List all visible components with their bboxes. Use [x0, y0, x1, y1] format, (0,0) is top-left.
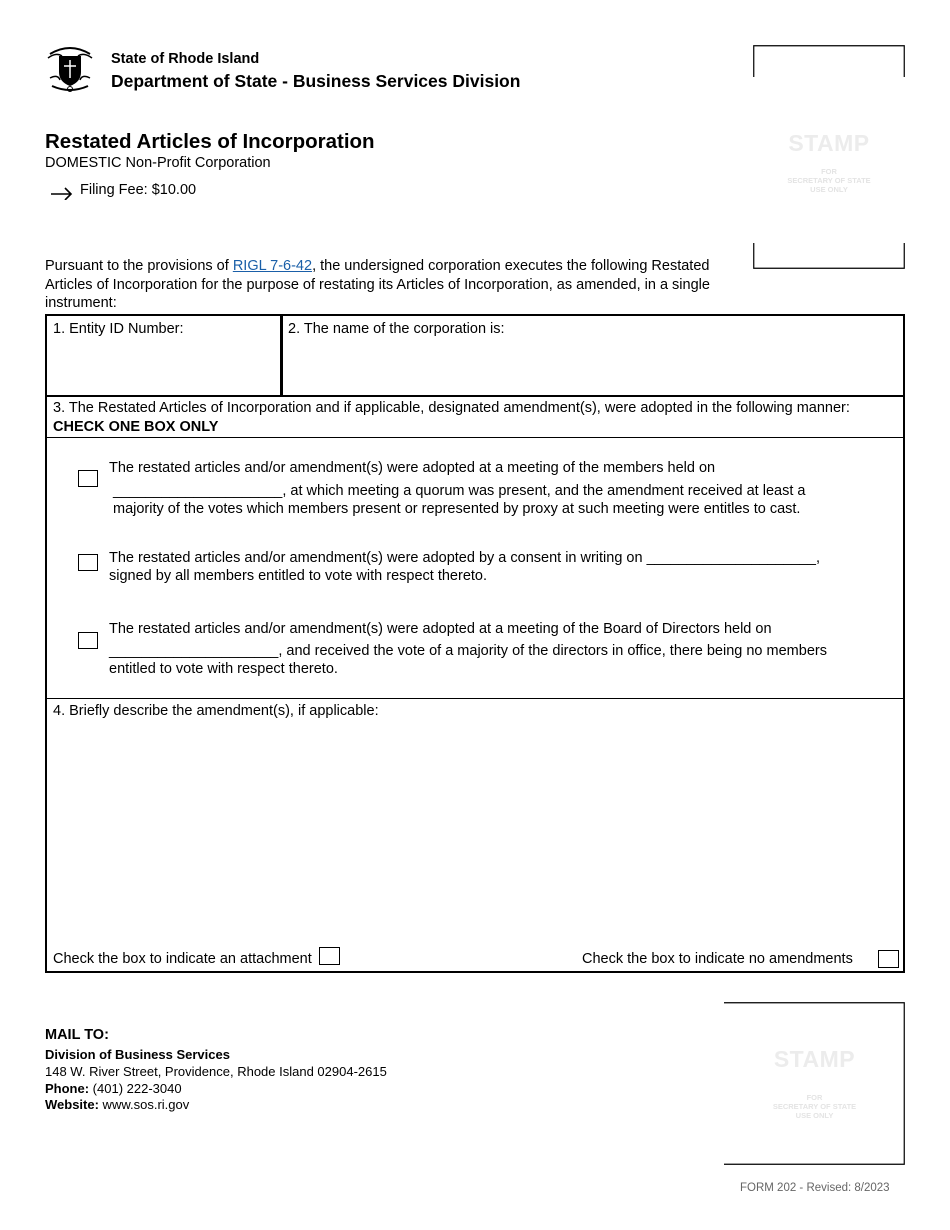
option-1-line-1: The restated articles and/or amendment(s) were adopted at a meeting of the members held on [109, 460, 716, 476]
divider [47, 437, 903, 438]
option-3-line-2: _____________________, and received the vote of a majority of the directors in office, there being no members [109, 643, 827, 659]
phone-label: Phone: [45, 1080, 90, 1096]
corporation-name-field[interactable] [288, 340, 896, 392]
rigl-link[interactable]: RIGL 7-6-42 [232, 258, 313, 274]
form-table [45, 314, 905, 973]
describe-amendments-label: 4. Briefly describe the amendment(s), if applicable: [53, 703, 379, 719]
state-name: State of Rhode Island [111, 51, 260, 67]
describe-amendments-field[interactable] [53, 724, 893, 944]
intro-text-before: Pursuant to the provisions of [45, 258, 233, 274]
option-written-consent-checkbox[interactable] [78, 554, 98, 571]
entity-id-label: 1. Entity ID Number: [53, 321, 184, 337]
option-3-line-1: The restated articles and/or amendment(s) were adopted at a meeting of the Board of Directors held on [109, 621, 772, 637]
page-subtitle: DOMESTIC Non-Profit Corporation [45, 155, 271, 171]
stamp-for: FOR [806, 1093, 823, 1102]
division-name: Division of Business Services [45, 1047, 230, 1062]
no-amendments-label: Check the box to indicate no amendments [582, 951, 853, 967]
mailing-address [45, 1047, 387, 1114]
department-name: Department of State - Business Services Division [111, 71, 521, 91]
no-amendments-checkbox[interactable] [878, 950, 899, 968]
stamp-office: SECRETARY OF STATE [787, 176, 871, 185]
stamp-office: SECRETARY OF STATE [772, 1102, 857, 1111]
attachment-label: Check the box to indicate an attachment [53, 951, 312, 967]
intro-paragraph [45, 257, 725, 313]
option-2-line-1: The restated articles and/or amendment(s) were adopted by a consent in writing on _____________________, [109, 550, 820, 566]
arrow-right-icon [49, 184, 75, 200]
option-1-line-2: _____________________, at which meeting a quorum was present, and the amendment received at least a [113, 483, 806, 499]
stamp-use: USE ONLY [810, 185, 848, 194]
corporation-name-label: 2. The name of the corporation is: [288, 321, 505, 337]
state-seal-icon [44, 44, 96, 92]
stamp-label: STAMP [788, 130, 870, 156]
manner-label [53, 399, 893, 437]
entity-id-field[interactable] [53, 340, 275, 392]
manner-label-text: 3. The Restated Articles of Incorporation and if applicable, designated amendment(s), were adopted in the following manner: [53, 400, 850, 416]
mail-to-heading: MAIL TO: [45, 1027, 109, 1043]
stamp-box-bottom [724, 1002, 905, 1165]
page-title: Restated Articles of Incorporation [45, 130, 375, 153]
option-2-line-2: signed by all members entitled to vote with respect thereto. [109, 568, 487, 584]
street-address: 148 W. River Street, Providence, Rhode Island 02904-2615 [45, 1063, 387, 1079]
website-line [45, 1097, 387, 1114]
phone-line [45, 1081, 387, 1098]
divider [280, 316, 283, 396]
stamp-for: FOR [821, 167, 837, 176]
intro-text-after: , the undersigned corporation executes the following Restated Articles of Incorporation for the purpose of restating its Articles of Incorporation, as amended, in a single instrument: [45, 258, 710, 311]
website-url: www.sos.ri.gov [98, 1097, 190, 1113]
website-label: Website: [45, 1097, 99, 1113]
phone-number: (401) 222-3040 [89, 1080, 182, 1096]
option-board-meeting-checkbox[interactable] [78, 632, 98, 649]
form-number: FORM 202 - Revised: 8/2023 [740, 1182, 890, 1194]
stamp-box-top [753, 45, 905, 269]
attachment-checkbox[interactable] [319, 947, 340, 965]
option-1-line-3: majority of the votes which members present or represented by proxy at such meeting were entitles to cast. [113, 501, 801, 517]
divider [47, 698, 903, 699]
divider [47, 395, 903, 397]
manner-emphasis: CHECK ONE BOX ONLY [53, 419, 219, 435]
option-3-line-3: entitled to vote with respect thereto. [109, 661, 338, 677]
stamp-label: STAMP [773, 1046, 856, 1072]
filing-fee: Filing Fee: $10.00 [80, 182, 197, 198]
option-members-meeting-checkbox[interactable] [78, 470, 98, 487]
stamp-use: USE ONLY [795, 1111, 834, 1120]
